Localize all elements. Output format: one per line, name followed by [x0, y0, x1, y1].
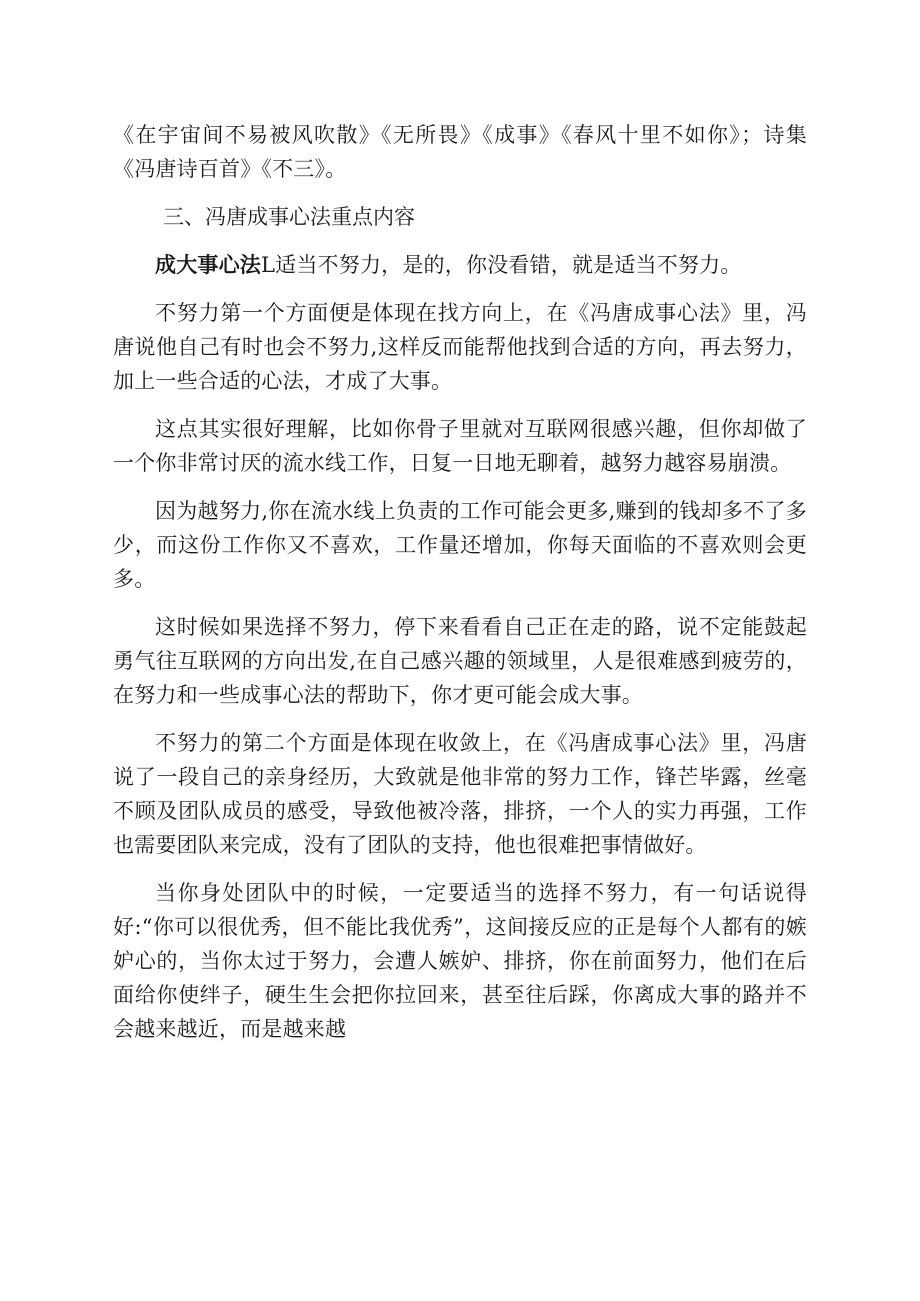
paragraph-team: 当你身处团队中的时候，一定要适当的选择不努力，有一句话说得好:“你可以很优秀，但不能比我优秀”，这间接反应的正是每个人都有的嫉妒心的，当你太过于努力，会遭人嫉妒、排挤，你在前面努力，他们在后面给你使绊子，硬生生会把你拉回来，甚至往后踩，你离成大事的路并不会越来越近，而是越来越 [113, 881, 807, 1041]
method-intro-text: L适当不努力，是的，你没看错，就是适当不努力。 [261, 253, 742, 277]
paragraph-method-intro [113, 248, 807, 282]
bold-lead-text: 成大事心法 [155, 252, 261, 277]
paragraph-restraint: 不努力的第二个方面是体现在收敛上，在《冯唐成事心法》里，冯唐说了一段自己的亲身经历，大致就是他非常的努力工作，锋芒毕露，丝毫不顾及团队成员的感受，导致他被冷落，排挤，一个人的实力再强，工作也需要团队来完成，没有了团队的支持，他也很难把事情做好。 [113, 731, 807, 857]
section-heading: 三、冯唐成事心法重点内容 [163, 205, 415, 229]
document-body [113, 118, 807, 1046]
paragraph-direction: 不努力第一个方面便是体现在找方向上，在《冯唐成事心法》里，冯唐说他自己有时也会不努力,这样反而能帮他找到合适的方向，再去努力，加上一些合适的心法，才成了大事。 [113, 301, 807, 393]
paragraph-example: 这点其实很好理解，比如你骨子里就对互联网很感兴趣，但你却做了一个你非常讨厌的流水线工作，日复一日地无聊着，越努力越容易崩溃。 [113, 417, 807, 475]
paragraph-book-list: 《在宇宙间不易被风吹散》《无所畏》《成事》《春风十里不如你》；诗集《冯唐诗百首》《不三》。 [113, 123, 807, 181]
paragraph-reason: 因为越努力,你在流水线上负责的工作可能会更多,赚到的钱却多不了多少，而这份工作你又不喜欢，工作量还增加，你每天面临的不喜欢则会更多。 [113, 499, 807, 591]
paragraph-choice: 这时候如果选择不努力，停下来看看自己正在走的路，说不定能鼓起勇气往互联网的方向出发,在自己感兴趣的领域里，人是很难感到疲劳的，在努力和一些成事心法的帮助下，你才更可能会成大事。 [113, 615, 807, 707]
